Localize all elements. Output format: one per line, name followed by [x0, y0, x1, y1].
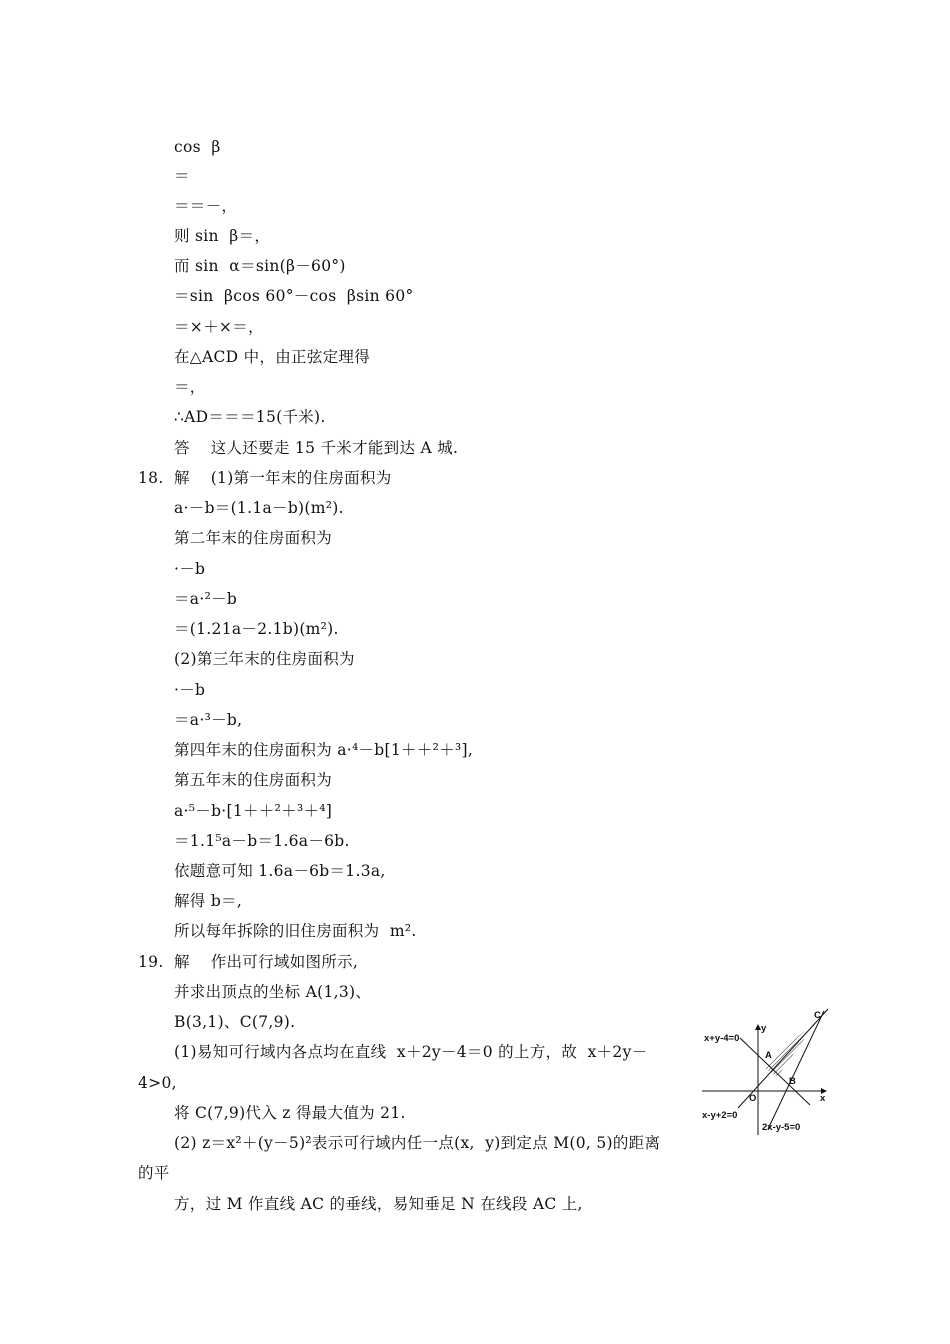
label-line2: x-y+2=0	[702, 1110, 738, 1121]
text-line: B(3,1)、C(7,9).	[174, 1013, 296, 1031]
text-line: ＝1.1⁵a－b＝1.6a－6b.	[174, 832, 350, 850]
label-x-axis: x	[820, 1093, 826, 1104]
text-line: 答 这人还要走 15 千米才能到达 A 城.	[174, 439, 459, 457]
text-line: 18. 解 (1)第一年末的住房面积为	[138, 469, 392, 487]
text-line: 依题意可知 1.6a－6b＝1.3a,	[174, 862, 386, 880]
text-line: ＝＝－，	[174, 197, 238, 215]
text-line: ∴AD＝＝＝15(千米).	[174, 408, 326, 426]
text-line: 将 C(7,9)代入 z 得最大值为 21.	[174, 1104, 406, 1122]
label-point-b: B	[789, 1076, 796, 1087]
text-line: 所以每年拆除的旧住房面积为 m².	[174, 922, 417, 940]
text-line: (1)易知可行域内各点均在直线 x＋2y－4＝0 的上方，故 x＋2y－	[174, 1043, 648, 1061]
feasible-region	[764, 1017, 820, 1077]
text-line: 第四年末的住房面积为 a·⁴－b[1＋＋²＋³],	[174, 741, 474, 759]
text-line: ＝a·³－b,	[174, 711, 243, 729]
text-line: (2)第三年末的住房面积为	[174, 650, 355, 668]
text-line: (2) z＝x²＋(y－5)²表示可行域内任一点(x, y)到定点 M(0, 5)的距离	[174, 1134, 661, 1152]
text-line: 方，过 M 作直线 AC 的垂线，易知垂足 N 在线段 AC 上,	[174, 1195, 583, 1213]
text-line: ＝	[174, 167, 190, 185]
text-line: 4>0,	[138, 1074, 177, 1092]
label-point-a: A	[765, 1050, 772, 1061]
text-line: ＝×＋×＝，	[174, 318, 264, 336]
text-line: ＝，	[174, 378, 206, 396]
text-line: 的平	[138, 1164, 170, 1182]
text-line: cos β	[174, 138, 221, 156]
label-y-axis: y	[761, 1023, 767, 1034]
text-line: a·－b＝(1.1a－b)(m²).	[174, 499, 344, 517]
text-line: 则 sin β＝，	[174, 227, 271, 245]
text-line: 第五年末的住房面积为	[174, 771, 333, 789]
text-line: 解得 b＝,	[174, 892, 243, 910]
text-line: 19. 解 作出可行域如图所示,	[138, 953, 359, 971]
text-line: 第二年末的住房面积为	[174, 529, 333, 547]
label-line3: 2x-y-5=0	[762, 1122, 801, 1133]
text-line: ·－b	[174, 560, 206, 578]
feasible-region-figure	[698, 1005, 840, 1140]
text-line: ＝(1.21a－2.1b)(m²).	[174, 620, 339, 638]
text-line: a·⁵－b·[1＋＋²＋³＋⁴]	[174, 802, 333, 820]
text-line: 并求出顶点的坐标 A(1,3)、	[174, 983, 372, 1001]
label-line1: x+y-4=0	[704, 1033, 740, 1044]
text-line: ＝sin βcos 60°－cos βsin 60°	[174, 287, 414, 305]
label-origin: O	[749, 1093, 757, 1104]
text-line: 在△ACD 中，由正弦定理得	[174, 348, 371, 366]
text-line: ＝a·²－b	[174, 590, 238, 608]
text-line: ·－b	[174, 681, 206, 699]
label-point-c: C	[814, 1010, 821, 1021]
text-line: 而 sin α＝sin(β－60°)	[174, 257, 346, 275]
